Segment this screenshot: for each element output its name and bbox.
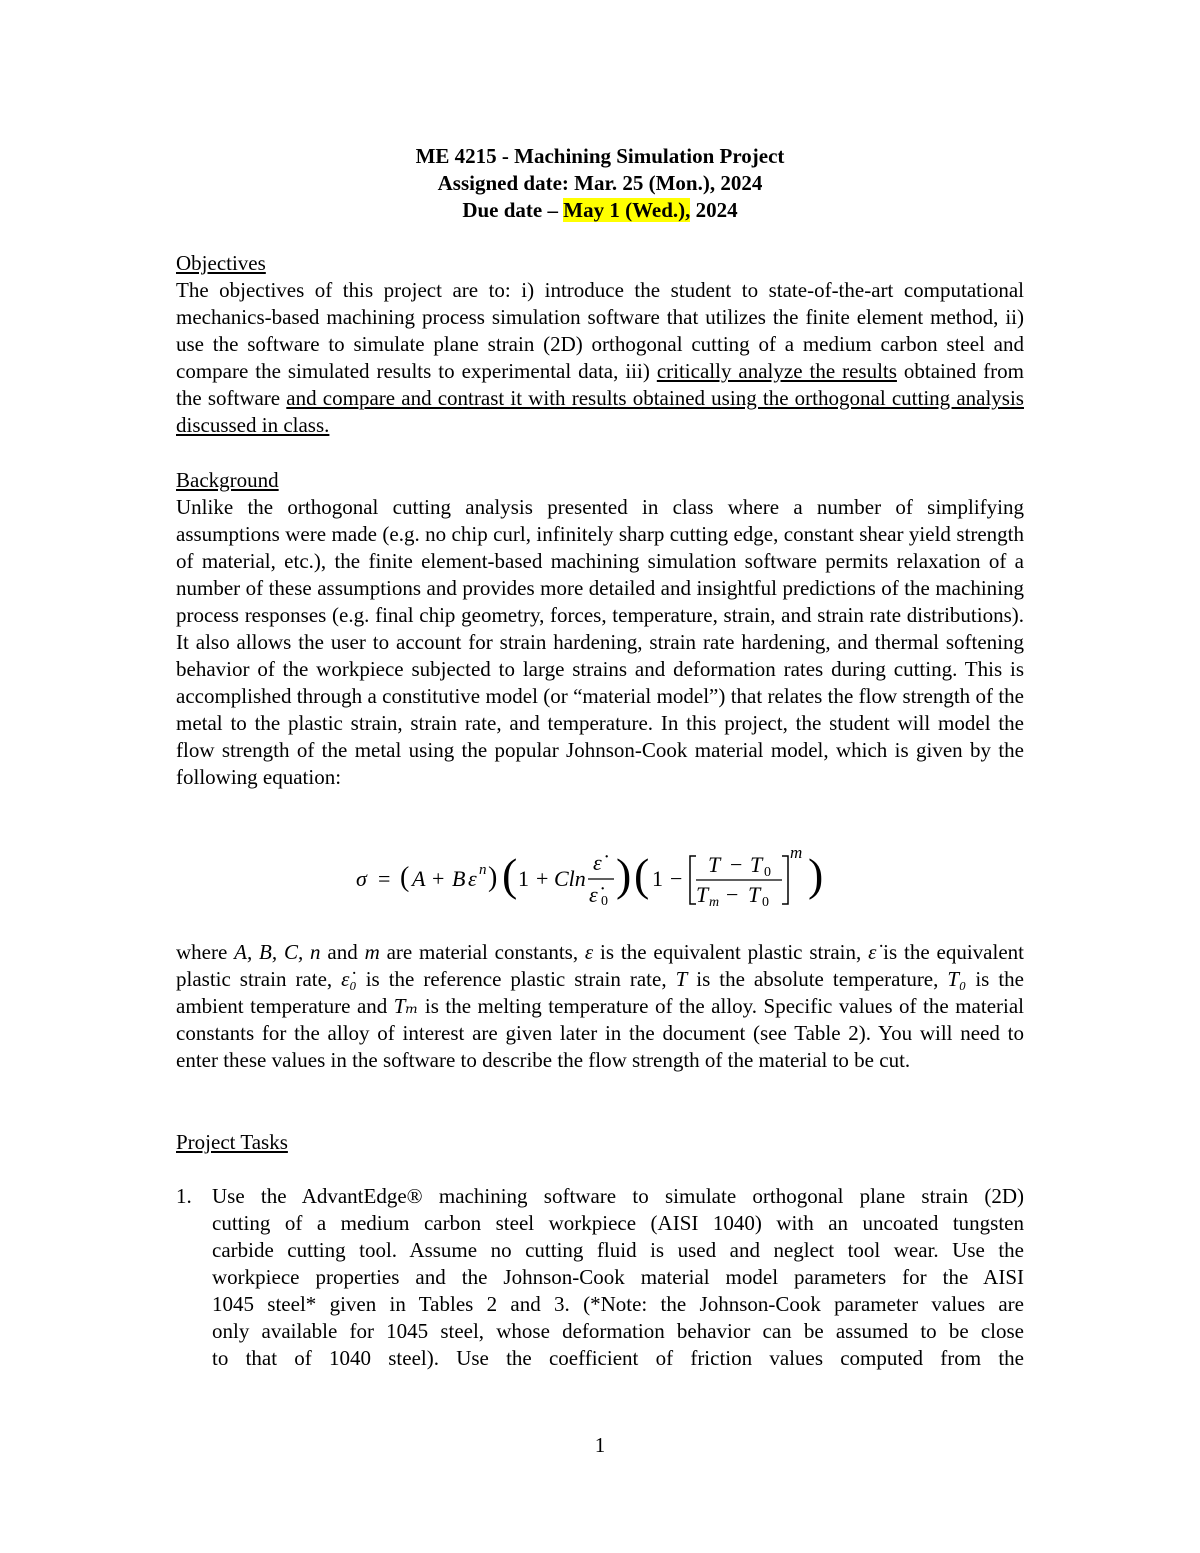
svg-text:): ) xyxy=(808,849,824,900)
task-1-line-1: Use the AdvantEdge® machining software to simulate orthogonal plane strain (2D) xyxy=(212,1184,1024,1208)
eq-plus-2: + xyxy=(536,866,549,891)
eq-T: T xyxy=(708,852,721,877)
eq-minus-1: − xyxy=(670,866,683,891)
document-title: ME 4215 - Machining Simulation Project xyxy=(415,144,785,168)
objectives-underline-1: critically analyze the results xyxy=(656,359,897,383)
task-1-number: 1. xyxy=(176,1184,192,1208)
eq-Cln: Cln xyxy=(554,866,586,891)
eq-m-exponent: m xyxy=(790,843,803,862)
eq-minus-3: − xyxy=(726,882,739,907)
eq-sub0c: 0 xyxy=(762,895,769,910)
due-date-suffix: 2024 xyxy=(690,198,738,222)
task-1-line-2: cutting of a medium carbon steel workpiece (AISI 1040) with an uncoated tungsten xyxy=(212,1211,1024,1235)
eq-eps: ε xyxy=(468,866,477,891)
eq-subm: m xyxy=(709,895,720,910)
task-1-line-7: to that of 1040 steel). Use the coefficient of friction values computed from the xyxy=(212,1346,1024,1370)
page-number: 1 xyxy=(594,1433,606,1457)
objectives-heading: Objectives xyxy=(176,251,266,275)
eq-T0: T xyxy=(750,852,763,877)
eq-sigma: σ xyxy=(356,866,367,891)
background-paragraph: Unlike the orthogonal cutting analysis presented in class where a number of simplifying assumptions were made (e.g. no chip curl, infinitely sharp cutting edge, constant shear yield strength of material, etc.), the finite element-based machining simulation software permits relaxation of a number of these assumptions and provides more detailed and insightful predictions of the machining process responses (e.g. final chip geometry, forces, temperature, strain, and strain rate distributions). It also allows the user to account for strain hardening, strain rate hardening, and thermal softening behavior of the workpiece subjected to large strains and deformation rates during cutting. This is accomplished through a constitutive model (or “material model”) that relates the flow strength of the metal to the plastic strain, strain rate, and temperature. In this project, the student will model the flow strength of the metal using the popular Johnson-Cook material model, which is given by the following equation: xyxy=(176,495,1024,789)
eq-one-2: 1 xyxy=(652,866,663,891)
eq-T0b: T xyxy=(748,882,761,907)
assigned-date: Assigned date: Mar. 25 (Mon.), 2024 xyxy=(437,171,763,195)
eq-equals: = xyxy=(378,866,391,891)
svg-text:(: ( xyxy=(634,849,650,900)
svg-text:): ) xyxy=(616,849,632,900)
svg-text:(: ( xyxy=(502,849,518,900)
objectives-underline-2: and compare and contrast it with results obtained using the orthogonal cutting analysis discussed in class. xyxy=(176,386,1024,437)
task-1-line-4: workpiece properties and the Johnson-Cook material model parameters for the AISI xyxy=(212,1265,1024,1289)
eq-plus-1: + xyxy=(432,866,445,891)
task-1-line-5: 1045 steel* given in Tables 2 and 3. (*Note: the Johnson-Cook parameter values are xyxy=(212,1292,1024,1316)
eq-one-1: 1 xyxy=(518,866,529,891)
svg-text:(: ( xyxy=(400,862,410,893)
eq-sub0b: 0 xyxy=(764,865,771,880)
eq-minus-2: − xyxy=(730,852,743,877)
project-tasks-heading: Project Tasks xyxy=(176,1130,288,1154)
task-1-line-6: only available for 1045 steel, whose deformation behavior can be assumed to be close xyxy=(212,1319,1024,1343)
johnson-cook-equation xyxy=(0,842,1200,912)
eq-n: n xyxy=(479,862,487,878)
eq-epsdot0: ε̇ xyxy=(589,882,598,907)
eq-epsdot: ε̇ xyxy=(593,850,602,875)
eq-B: B xyxy=(452,866,466,891)
where-paragraph: where A, B, C, n and m are material constants, ε is the equivalent plastic strain, ε̇ is the equivalent plastic strain rate, ε̇₀ is the reference plastic strain rate, T is the absolute temperature, T₀ is the ambient temperature and Tₘ is the melting temperature of the alloy. Specific values of the material constants for the alloy of interest are given later in the document (see Table 2). You will need to enter these values in the software to describe the flow strength of the material to be cut. xyxy=(176,940,1024,1072)
objectives-text-mid: obtained from the software xyxy=(176,359,1024,410)
eq-sub0a: 0 xyxy=(601,894,608,909)
due-date-highlight: May 1 (Wed.), xyxy=(563,198,691,222)
due-date-prefix: Due date – xyxy=(462,198,564,222)
eq-Tm: T xyxy=(696,882,709,907)
svg-text:): ) xyxy=(488,862,498,893)
objectives-paragraph xyxy=(176,277,1024,439)
task-1-line-3: carbide cutting tool. Assume no cutting fluid is used and neglect tool wear. Use the xyxy=(212,1238,1024,1262)
background-heading: Background xyxy=(176,468,279,492)
due-date xyxy=(0,197,1200,224)
objectives-text: The objectives of this project are to: i) introduce the student to state-of-the-art computational mechanics-based machining process simulation software that utilizes the finite element method, ii) use the software to simulate plane strain (2D) orthogonal cutting of a medium carbon steel and compare the simulated results to experimental data, iii) xyxy=(176,278,1024,383)
eq-A: A xyxy=(412,866,426,891)
